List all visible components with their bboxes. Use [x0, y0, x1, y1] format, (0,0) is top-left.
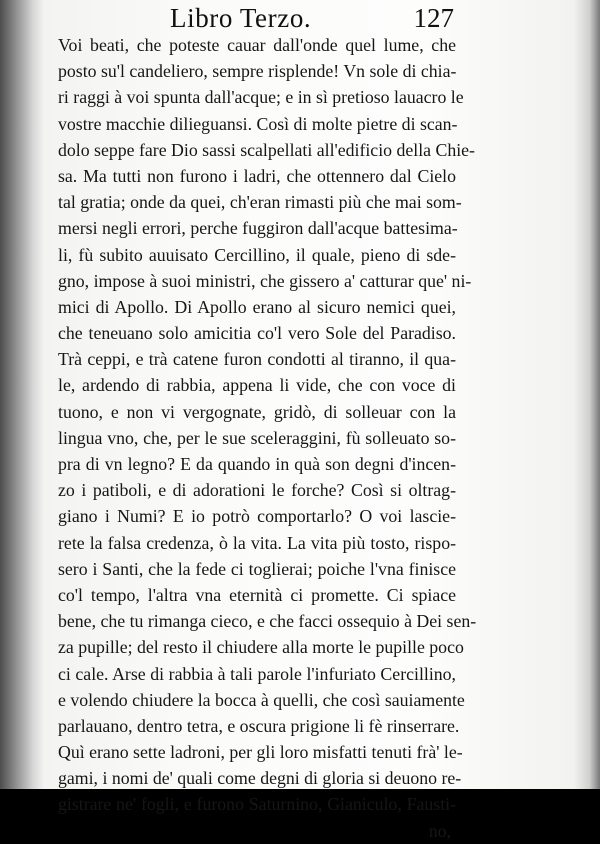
text-line: giano i Numi? E io potrò comportarlo? O voi lascie-	[58, 506, 456, 527]
text-line: tuono, e non vi vergognate, gridò, di solleuar con la	[58, 401, 456, 422]
text-line: ci cale. Arse di rabbia à tali parole l'infuriato Cercillino,	[58, 663, 456, 684]
text-line: gami, i nomi de' quali come degni di gloria si deuono re-	[58, 768, 462, 789]
final-text-line: no,	[428, 820, 451, 841]
text-line: che teneuano solo amicitia co'l vero Sole del Paradiso.	[58, 323, 456, 344]
text-line: Voi beati, che poteste cauar dall'onde quel lume, che	[58, 35, 456, 55]
text-line: mersi negli errori, perche fuggiron dall'acque battesima-	[58, 218, 458, 239]
text-line: li, fù subito auuisato Cercillino, il quale, pieno di sde-	[58, 244, 456, 265]
text-line: le, ardendo di rabbia, appena li vide, che con voce di	[58, 375, 456, 396]
text-line: sero i Santi, che la fede ci toglierai; poiche l'vna finisce	[58, 558, 456, 579]
text-line: posto su'l candeliero, sempre risplende! Vn sole di chia-	[58, 61, 457, 82]
text-line: zo i patiboli, e di adorationi le forche? Così si oltrag-	[58, 480, 456, 501]
text-line: co'l tempo, l'altra vna eternità ci promette. Ci spiace	[58, 584, 456, 605]
text-line: ri raggi à voi spunta dall'acque; e in sì pretioso lauacro le	[58, 87, 464, 108]
text-line: bene, che tu rimanga cieco, e che facci ossequio à Dei sen-	[58, 611, 477, 632]
text-line: parlauano, dentro tetra, e oscura prigione li fè rinserrare.	[58, 715, 460, 736]
text-line: gistrare ne' fogli, e furono Saturnino, Gianiculo, Fausti-	[58, 794, 456, 815]
text-line: vostre macchie dilieguansi. Così di molte pietre di scan-	[58, 113, 458, 134]
text-line: mici di Apollo. Di Apollo erano al sicuro nemici quei,	[58, 296, 456, 317]
running-head: Libro Terzo.	[170, 3, 312, 33]
page-edge-shadow	[574, 0, 600, 789]
text-line: tal gratia; onde da quei, ch'eran rimasti più che mai som-	[58, 192, 462, 213]
text-line: pra di vn legno? E da quando in quà son degni d'incen-	[58, 454, 456, 474]
text-line: za pupille; del resto il chiudere alla morte le pupille poco	[58, 637, 464, 658]
page-number: 127	[413, 3, 454, 33]
text-line: Quì erano sette ladroni, per gli loro misfatti tenuti frà' le-	[58, 742, 463, 763]
body-text	[58, 32, 477, 844]
text-line: Trà ceppi, e trà catene furon condotti al tiranno, il qua-	[58, 349, 456, 370]
text-line: e volendo chiudere la bocca à quelli, che così sauiamente	[58, 689, 465, 710]
page-gutter-shadow	[0, 0, 44, 789]
text-line: lingua vno, che, per le sue sceleraggini, fù solleuato so-	[58, 427, 456, 448]
text-line: dolo seppe fare Dio sassi scalpellati all'edificio della Chie-	[58, 139, 475, 160]
text-line: rete la falsa credenza, ò la vita. La vita più tosto, rispo-	[58, 532, 456, 553]
text-line: gno, impose à suoi ministri, che gissero a' catturar que' ni-	[58, 270, 472, 291]
text-line: sa. Ma tutti non furono i ladri, che ottennero dal Cielo	[58, 165, 456, 186]
